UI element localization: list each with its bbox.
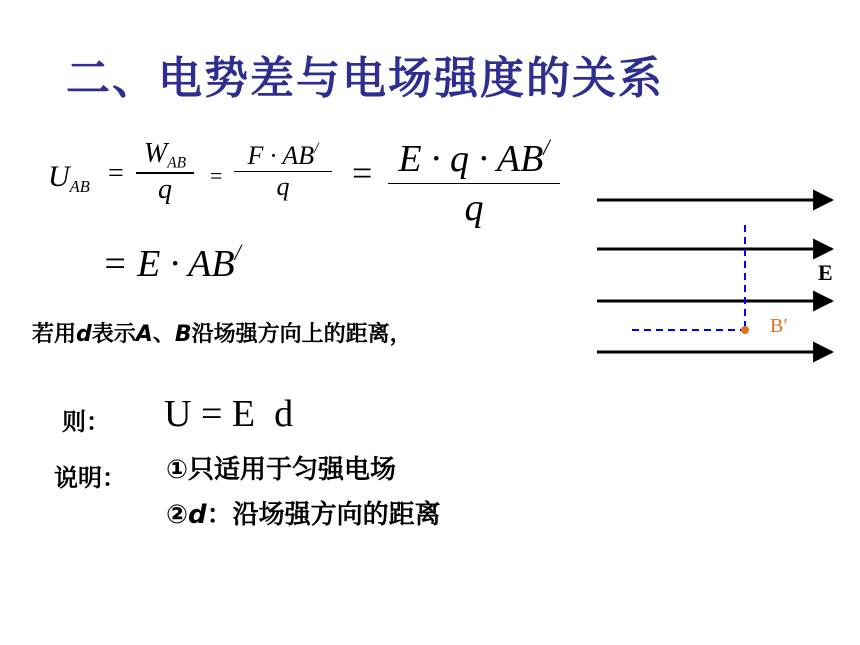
equals-sign-2: = xyxy=(210,163,223,188)
note-item-1: ①只适用于匀强电场 xyxy=(166,455,397,485)
notes-label: 说明： xyxy=(54,464,126,492)
point-label-b-prime: B′ xyxy=(770,315,788,337)
equals-sign-3: = xyxy=(352,153,373,193)
fraction-f-ab-over-q xyxy=(234,140,332,202)
fraction-1-numerator: $W_{AB}$ xyxy=(143,138,187,172)
page-title: 二、电势差与电场强度的关系 xyxy=(66,53,664,104)
fraction-3-numerator: E · q · AB/ xyxy=(398,135,550,180)
fraction-2-denominator: q xyxy=(276,172,290,202)
point-b-prime-marker xyxy=(741,326,749,334)
result-formula: U = E d xyxy=(164,393,294,435)
field-diagram xyxy=(580,180,850,370)
fraction-1-denominator: q xyxy=(158,173,172,205)
u-sub: AB xyxy=(69,176,90,196)
u-ab-symbol xyxy=(48,160,90,197)
equals-sign-1: = xyxy=(108,158,124,189)
fraction-w-over-q xyxy=(136,138,194,206)
fraction-3-denominator: q xyxy=(464,187,484,230)
note-item-2: ②d：沿场强方向的距离 xyxy=(166,500,441,530)
u-main: U xyxy=(48,160,70,193)
field-label-e: E xyxy=(818,260,833,285)
fraction-2-numerator: F · AB/ xyxy=(247,140,319,170)
fraction-eq-ab-over-q xyxy=(388,124,560,232)
distance-statement: 若用d表示A、B沿场强方向上的距离， xyxy=(32,322,412,347)
result-label: 则： xyxy=(62,408,110,436)
formula-line-2: = E · AB/ xyxy=(102,240,241,285)
